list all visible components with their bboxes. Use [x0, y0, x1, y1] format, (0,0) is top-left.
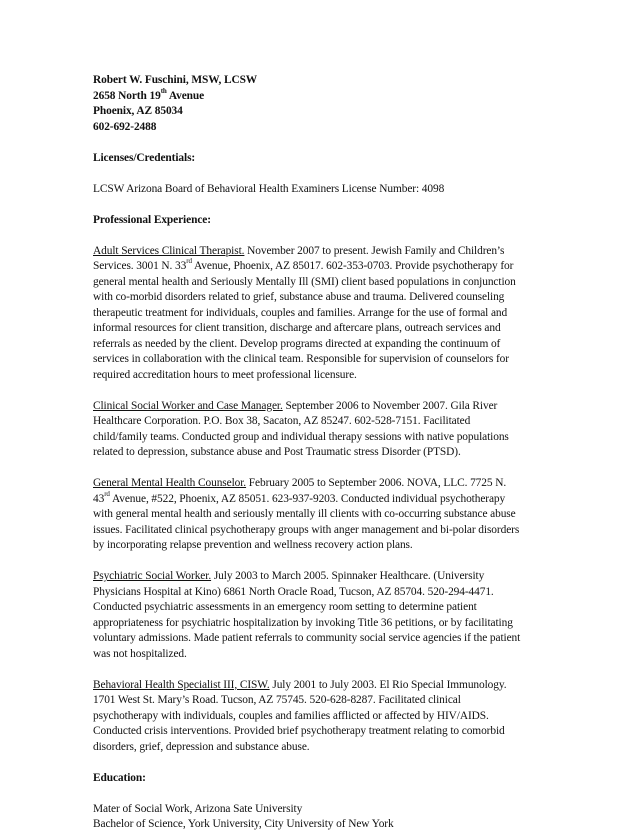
job-1-line: referrals as needed by the client. Develop programs directed at expanding the continuum of [93, 337, 501, 350]
job-entry-2 [93, 399, 545, 461]
street-address-part: 2658 North 19 [93, 89, 161, 102]
job-4-line: July 2003 to March 2005. Spinnaker Healthcare. (University [211, 570, 485, 582]
education-heading: Education: [93, 771, 146, 784]
job-1-line: Services. 3001 N. 33 [93, 260, 187, 272]
job-title-2: Clinical Social Worker and Case Manager. [93, 399, 283, 412]
job-4-line: Physicians Hospital at Kino) 6861 North Oracle Road, Tucson, AZ 85704. 520-294-4471. [93, 585, 494, 598]
job-1-line: required accreditation hours to meet professional licensure. [93, 368, 357, 381]
job-4-line: appropriateness for psychiatric hospitalization by invoking Title 36 petitions, or by facilitating [93, 616, 513, 629]
job-3-ordinal: rd [104, 489, 110, 498]
job-entry-3 [93, 476, 545, 554]
job-5-line: July 2001 to July 2003. El Rio Special Immunology. [269, 678, 507, 691]
job-2-line: related to depression, substance abuse and Post Traumatic stress Disorder (PTSD). [93, 446, 461, 458]
job-entry-5 [93, 678, 545, 756]
education-list [93, 802, 545, 833]
job-4-line: voluntary admissions. Made patient referrals to community social service agencies if the patient [93, 632, 521, 644]
job-title-3: General Mental Health Counselor. [93, 477, 247, 489]
job-1-line: informal resources for client transition, discharge and aftercare plans, outreach services and [93, 322, 501, 334]
street-ordinal: th [160, 86, 167, 95]
job-2-line: Healthcare Corporation. P.O. Box 38, Sacaton, AZ 85247. 602-528-7151. Facilitated [93, 415, 471, 427]
job-5-line: 1701 West St. Mary’s Road. Tucson, AZ 75745. 520-628-8287. Facilitated clinical [93, 694, 461, 706]
resume-page [93, 73, 545, 833]
job-title-4: Psychiatric Social Worker. [93, 570, 212, 582]
job-entry-4 [93, 569, 545, 662]
job-2-line: child/family teams. Conducted group and individual therapy sessions with native populations [93, 430, 509, 443]
job-1-line: November 2007 to present. Jewish Family and Children’s [244, 244, 505, 257]
job-3-line: 43 [93, 492, 105, 505]
job-2-line: September 2006 to November 2007. Gila River [282, 399, 498, 412]
job-entry-1 [93, 244, 545, 384]
job-title-1: Adult Services Clinical Therapist. [93, 244, 245, 257]
job-3-line: with general mental health and seriously mentally ill clients with co-occurring substance abuse [93, 508, 516, 520]
job-1-line: services in collaboration with the clinical team. Responsible for supervision of counselors for [93, 353, 509, 365]
job-3-line: February 2005 to September 2006. NOVA, LLC. 7725 N. [246, 477, 507, 489]
city-state-zip: Phoenix, AZ 85034 [93, 105, 183, 117]
job-5-line: disorders, grief, depression and substance abuse. [93, 740, 310, 753]
street-address-suffix: Avenue [166, 89, 205, 102]
job-3-line: by incorporating relapse prevention and wellness recovery action plans. [93, 539, 413, 551]
street-address [93, 86, 545, 105]
job-1-line: general mental health and Seriously Mentally Ill (SMI) client based populations in conjunction [93, 275, 516, 288]
education-item: Bachelor of Science, York University, City University of New York [93, 818, 394, 830]
job-4-line: Conducted psychiatric assessments in an emergency room setting to determine patient [93, 601, 477, 613]
job-1-line: with co-morbid disorders related to grief, substance abuse and trauma. Delivered counseling [93, 291, 505, 303]
job-1-line: therapeutic treatment for individuals, couples and families. Arrange for the use of formal and [93, 306, 508, 319]
job-1-line: Avenue, Phoenix, AZ 85017. 602-353-0703. Provide psychotherapy for [191, 260, 514, 272]
job-5-line: Conducted crisis interventions. Provided brief psychotherapy treatment relating to comorbid [93, 725, 505, 737]
job-5-line: psychotherapy with individuals, couples and families afflicted or affected by HIV/AIDS. [93, 709, 489, 722]
licenses-heading: Licenses/Credentials: [93, 151, 196, 164]
contact-header [93, 73, 545, 135]
license-text: LCSW Arizona Board of Behavioral Health Examiners License Number: 4098 [93, 182, 445, 195]
phone-number: 602-692-2488 [93, 120, 157, 133]
job-4-line: was not hospitalized. [93, 647, 187, 660]
job-3-line: issues. Facilitated clinical psychotherapy groups with anger management and bi-polar disorders [93, 523, 520, 536]
education-item: Mater of Social Work, Arizona Sate University [93, 802, 303, 815]
job-1-ordinal: rd [186, 257, 192, 266]
job-title-5: Behavioral Health Specialist III, CISW. [93, 678, 270, 691]
job-3-line: Avenue, #522, Phoenix, AZ 85051. 623-937-9203. Conducted individual psychotherapy [109, 492, 506, 505]
experience-heading: Professional Experience: [93, 213, 211, 226]
applicant-name: Robert W. Fuschini, MSW, LCSW [93, 74, 258, 86]
